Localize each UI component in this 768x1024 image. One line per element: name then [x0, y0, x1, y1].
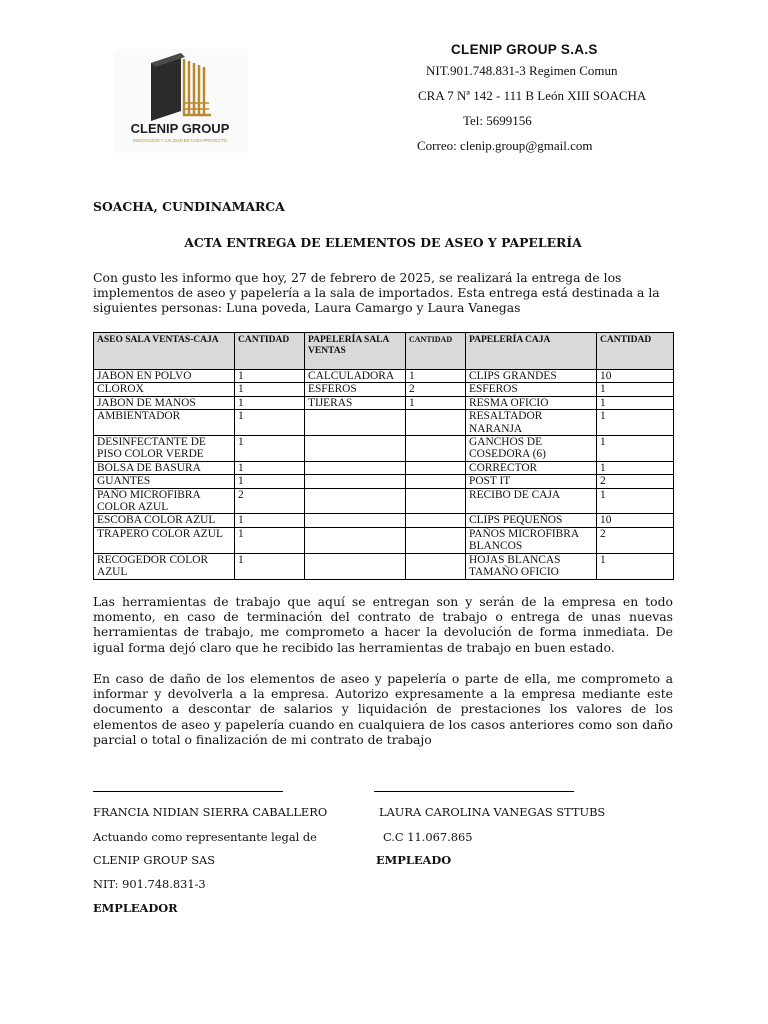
company-name: CLENIP GROUP S.A.S	[451, 42, 598, 57]
header-cantidad-1: CANTIDAD	[235, 333, 305, 370]
location: SOACHA, CUNDINAMARCA	[93, 199, 285, 214]
table-cell	[406, 475, 466, 488]
table-cell: CLIPS PEQUEÑOS	[466, 514, 597, 527]
table-cell: 1	[597, 488, 674, 514]
table-cell: 2	[597, 475, 674, 488]
header-papeleria-caja: PAPELERÍA CAJA	[466, 333, 597, 370]
document-title: ACTA ENTREGA DE ELEMENTOS DE ASEO Y PAPELERÍA	[184, 235, 582, 250]
logo-graphic	[113, 49, 248, 153]
table-cell: 1	[235, 383, 305, 396]
table-cell: 1	[597, 553, 674, 579]
table-cell: CLOROX	[94, 383, 235, 396]
table-cell: 1	[597, 383, 674, 396]
table-cell: PAÑO MICROFIBRA COLOR AZUL	[94, 488, 235, 514]
signature-line-employee	[374, 791, 574, 792]
company-logo	[113, 49, 248, 153]
table-cell: 1	[597, 436, 674, 462]
table-cell: RESALTADOR NARANJA	[466, 410, 597, 436]
table-cell	[406, 436, 466, 462]
table-cell: 1	[597, 396, 674, 409]
table-cell: DESINFECTANTE DE PISO COLOR VERDE	[94, 436, 235, 462]
table-row	[94, 410, 674, 436]
table-cell: 2	[597, 527, 674, 553]
header-cantidad-3: CANTIDAD	[597, 333, 674, 370]
table-cell: 1	[235, 514, 305, 527]
table-cell: CORRECTOR	[466, 461, 597, 474]
table-cell: 1	[235, 370, 305, 383]
employer-label: EMPLEADOR	[93, 901, 178, 915]
header-cantidad-2: CANTIDAD	[406, 333, 466, 370]
table-cell: 1	[406, 370, 466, 383]
table-cell: 1	[235, 396, 305, 409]
table-row	[94, 475, 674, 488]
table-cell: TRAPERO COLOR AZUL	[94, 527, 235, 553]
table-cell	[305, 475, 406, 488]
employee-id: C.C 11.067.865	[383, 830, 473, 844]
table-cell: JABON DE MANOS	[94, 396, 235, 409]
company-phone: Tel: 5699156	[463, 113, 532, 128]
table-cell	[305, 461, 406, 474]
logo-name: CLENIP GROUP	[130, 121, 230, 136]
employee-label: EMPLEADO	[376, 853, 452, 867]
table-cell	[406, 553, 466, 579]
employer-name: FRANCIA NIDIAN SIERRA CABALLERO	[93, 805, 328, 819]
table-cell: RECOGEDOR COLOR AZUL	[94, 553, 235, 579]
table-row	[94, 436, 674, 462]
table-cell: ESFEROS	[305, 383, 406, 396]
table-cell: RECIBO DE CAJA	[466, 488, 597, 514]
table-cell: 10	[597, 370, 674, 383]
tools-paragraph: Las herramientas de trabajo que aquí se entregan son y serán de la empresa en todo momento, en caso de terminación del contrato de trabajo o entrega de unas nuevas herramientas de trabajo, me comprometo a hacer la devolución de forma inmediata. De igual forma dejó claro que he recibido las herramientas de trabajo en buen estado.	[93, 594, 673, 655]
table-cell: AMBIENTADOR	[94, 410, 235, 436]
table-row	[94, 553, 674, 579]
table-cell: 10	[597, 514, 674, 527]
company-email: Correo: clenip.group@gmail.com	[417, 138, 593, 153]
damage-paragraph: En caso de daño de los elementos de aseo y papelería o parte de ella, me comprometo a informar y devolverla a la empresa. Autorizo expresamente a la empresa mediante este documento a descontar de salarios y liquidación de prestaciones los valores de los elementos de aseo y papelería cuando en cualquiera de los casos anteriores como son daño parcial o total o finalización de mi contrato de trabajo	[93, 671, 673, 747]
table-cell: 1	[235, 461, 305, 474]
table-row	[94, 488, 674, 514]
table-cell: 1	[235, 436, 305, 462]
items-table	[93, 332, 674, 580]
header-aseo: ASEO SALA VENTAS-CAJA	[94, 333, 235, 370]
signature-line-employer	[93, 791, 283, 792]
table-cell: 2	[235, 488, 305, 514]
table-cell: 1	[235, 475, 305, 488]
table-cell: CALCULADORA	[305, 370, 406, 383]
table-cell: 1	[406, 396, 466, 409]
table-cell: TIJERAS	[305, 396, 406, 409]
table-cell: BOLSA DE BASURA	[94, 461, 235, 474]
table-cell: ESCOBA COLOR AZUL	[94, 514, 235, 527]
logo-tagline: INNOVACIÓN Y CALIDAD EN CADA PROYECTO	[133, 138, 227, 143]
table-cell: 1	[597, 461, 674, 474]
table-cell	[406, 461, 466, 474]
table-cell: HOJAS BLANCAS TAMAÑO OFICIO	[466, 553, 597, 579]
table-row	[94, 383, 674, 396]
table-cell: 1	[597, 410, 674, 436]
table-cell	[305, 553, 406, 579]
table-row	[94, 370, 674, 383]
table-cell	[305, 514, 406, 527]
table-cell: 2	[406, 383, 466, 396]
table-row	[94, 527, 674, 553]
header-papeleria-ventas: PAPELERÍA SALA VENTAS	[305, 333, 406, 370]
table-cell	[406, 488, 466, 514]
table-cell: 1	[235, 527, 305, 553]
company-nit: NIT.901.748.831-3 Regimen Comun	[426, 63, 618, 78]
table-cell: JABON EN POLVO	[94, 370, 235, 383]
table-cell: CLIPS GRANDES	[466, 370, 597, 383]
table-row	[94, 396, 674, 409]
table-cell	[406, 410, 466, 436]
table-cell: RESMA OFICIO	[466, 396, 597, 409]
table-row	[94, 514, 674, 527]
company-address: CRA 7 Nª 142 - 111 B León XIII SOACHA	[418, 88, 647, 103]
table-cell	[305, 488, 406, 514]
table-cell	[305, 410, 406, 436]
table-cell	[305, 527, 406, 553]
table-cell: 1	[235, 410, 305, 436]
table-row	[94, 461, 674, 474]
table-cell	[305, 436, 406, 462]
table-cell: GUANTES	[94, 475, 235, 488]
table-cell: POST IT	[466, 475, 597, 488]
table-cell	[406, 514, 466, 527]
employer-company: CLENIP GROUP SAS	[93, 853, 216, 867]
table-cell: PAÑOS MICROFIBRA BLANCOS	[466, 527, 597, 553]
intro-paragraph: Con gusto les informo que hoy, 27 de febrero de 2025, se realizará la entrega de los implementos de aseo y papelería a la sala de importados. Esta entrega está destinada a la siguientes personas: Luna poveda, Laura Camargo y Laura Vanegas	[93, 270, 660, 316]
employer-nit: NIT: 901.748.831-3	[93, 877, 206, 891]
table-cell: ESFEROS	[466, 383, 597, 396]
employee-name: LAURA CAROLINA VANEGAS STTUBS	[379, 805, 606, 819]
employer-role-line: Actuando como representante legal de	[93, 830, 317, 844]
table-cell: 1	[235, 553, 305, 579]
table-header-row	[94, 333, 674, 370]
table-cell: GANCHOS DE COSEDORA (6)	[466, 436, 597, 462]
table-cell	[406, 527, 466, 553]
